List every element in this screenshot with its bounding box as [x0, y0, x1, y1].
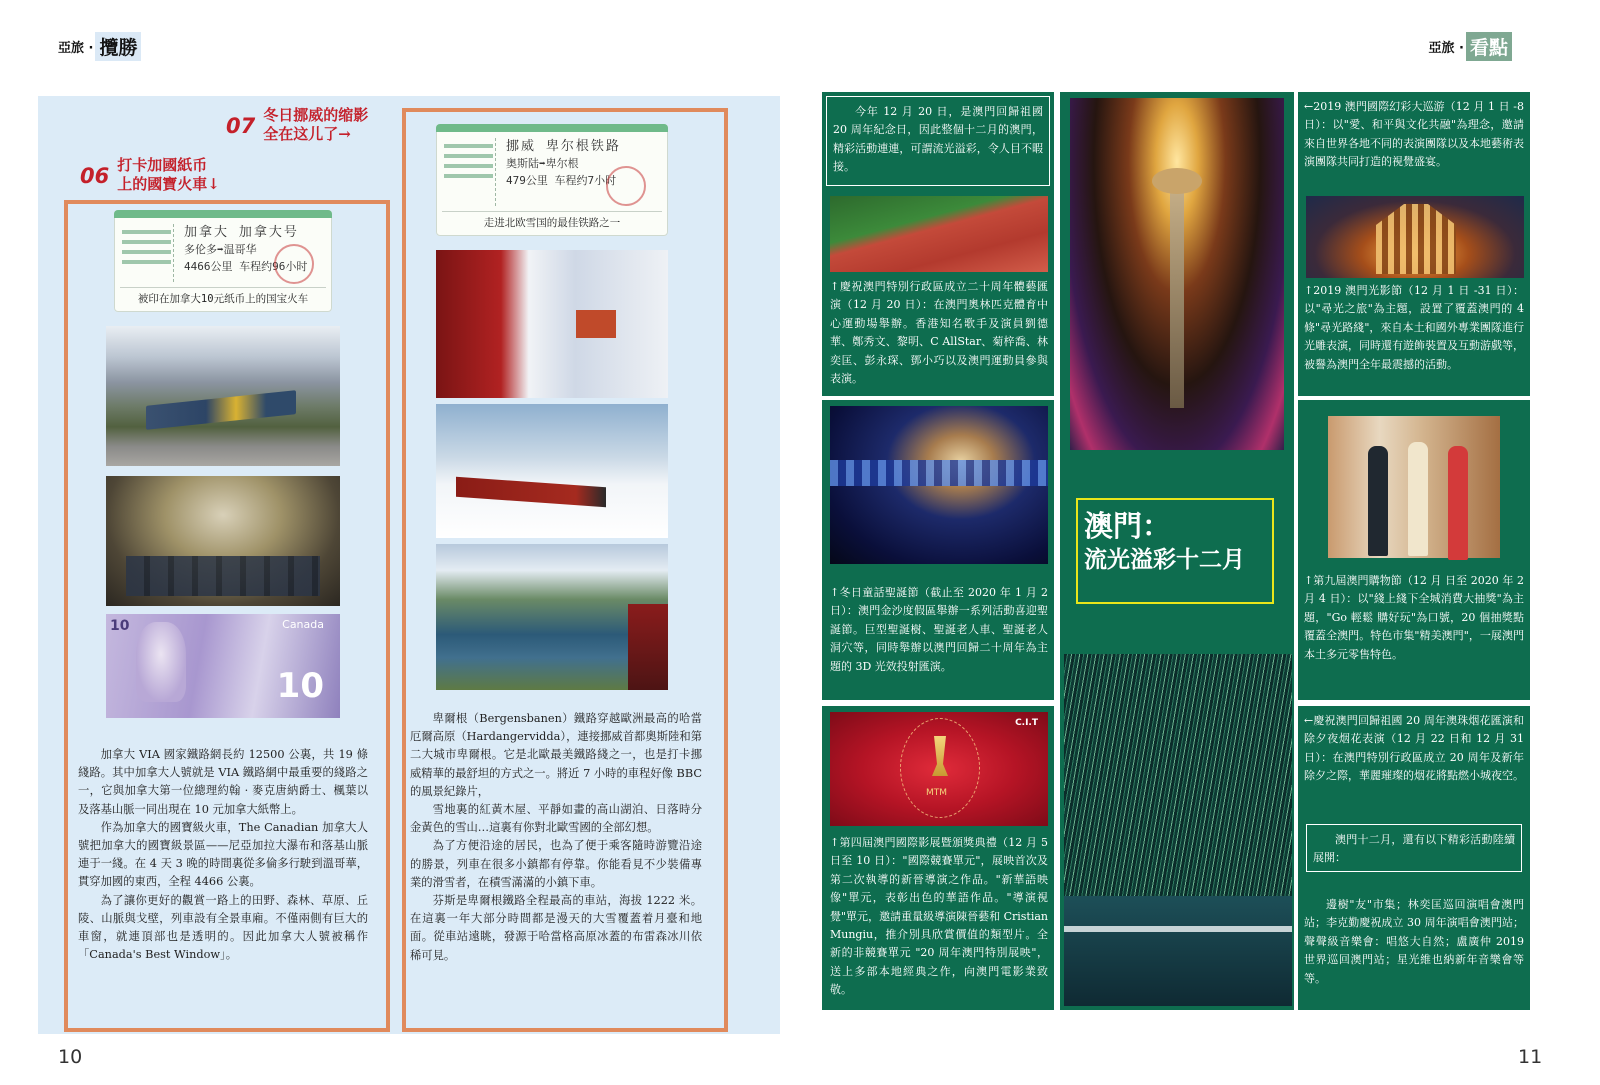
feature-title: 澳門： — [1084, 509, 1172, 543]
banknote-portrait — [136, 622, 186, 702]
ticket-text: 加拿大 加拿大号 多伦多➡温哥华 4466公里 车程约96小时 — [184, 225, 308, 273]
banknote-denomination: 10 — [110, 618, 130, 634]
sponsor-logo: C.I.T — [1015, 718, 1038, 728]
photo-canada-10-banknote — [106, 614, 340, 718]
paragraph: 加拿大 VIA 國家鐵路網長約 12500 公裏，共 19 條綫路。其中加拿大人號就是 VIA 鐵路網中最重要的綫路之一，它與加拿大第一位總理約翰 · 麥克唐納爵士、楓葉以及落基山脈一同出現在 10 元加拿大紙幣上。 — [78, 748, 368, 816]
photo-stadium-track — [830, 196, 1048, 272]
section-07-title — [226, 106, 368, 144]
header-prefix: 亞旅 · — [58, 41, 94, 56]
photo-mountain-lake — [436, 544, 668, 690]
header-prefix: 亞旅 · — [1428, 41, 1464, 56]
page-number-right: 11 — [1518, 1046, 1543, 1068]
stamp-icon — [274, 244, 314, 284]
intro-box: 今年 12 月 20 日，是澳門回歸祖國 20 周年紀念日，因此整個十二月的澳門，精彩活動連連，可謂流光溢彩，令人目不暇接。 — [826, 96, 1050, 186]
photo-ruins-st-paul-lit — [1306, 196, 1524, 278]
section-heading: 冬日挪威的缩影 全在这儿了→ — [263, 106, 369, 143]
section-number: 06 — [80, 164, 110, 188]
right-page-header — [1429, 32, 1512, 61]
paragraph: 為了讓你更好的觀賞一路上的田野、森林、草原、丘陵、山脈與戈壁，列車設有全景車廂。不僅兩側有巨大的車窗，就連頂部也是透明的。因此加拿大人號被稱作「Canada's Best Window」。 — [78, 893, 368, 962]
train-ticket-canada — [114, 210, 332, 312]
page-number-left: 10 — [58, 1046, 83, 1068]
more-events-box: 澳門十二月，還有以下精彩活動陸續展開： — [1306, 824, 1522, 872]
section-number: 07 — [226, 114, 256, 138]
header-section: 攬勝 — [95, 32, 141, 61]
section-07-body — [410, 710, 702, 965]
photo-red-train-station — [436, 250, 668, 398]
header-section: 看點 — [1466, 32, 1512, 61]
photo-macau-tower-fireworks — [1070, 98, 1284, 450]
stamp-icon — [606, 166, 646, 206]
train-ticket-norway — [436, 124, 668, 236]
caption-film-festival: ↑第四屆澳門國際影展暨頒獎典禮（12 月 5 日至 10 日）："國際競賽單元"，展映首次及第二次執導的新晉導演之作品。"新華語映像"單元，表彰出色的華語作品。"導演視覺"單元，邀請重量級導演陳晉藝和 Cristian Mungiu，推介別具欣賞價值的類型片。全新的非競賽單元 "20 周年澳門特別展映"，送上多部本地經典之作，向澳門電影業致敬。 — [830, 836, 1048, 997]
section-06-title — [80, 156, 220, 194]
photo-winter-festival-lights — [830, 406, 1048, 564]
more-events-list: 邊樹"友"市集；林奕匡巡回演唱會澳門站；李克勤慶祝成立 30 周年演唱會澳門站；聲聲級音樂會：唱悠大自然；盧廣仲 2019 世界巡回澳門站；星光維也納新年音樂會等等。 — [1304, 898, 1524, 985]
photo-train-rockies — [106, 326, 340, 466]
paragraph: 芬斯是卑爾根鐵路全程最高的車站，海拔 1222 米。在這裏一年大部分時間都是漫天的大雪覆蓋着月臺和地面。從車站遠眺，發源于哈當格高原冰蓋的布雷森冰川依稀可見。 — [410, 894, 702, 962]
caption-anniversary-gala: ↑慶祝澳門特別行政區成立二十周年體藝匯演（12 月 20 日）：在澳門奧林匹克體育中心運動場舉辦。香港知名歌手及演員劉德華、鄭秀文、黎明、C AllStar、菊梓喬、林奕匡、彭永琛、鄧小巧以及澳門運動員參與表演。 — [830, 280, 1048, 386]
caption-light-parade: ←2019 澳門國際幻彩大巡游（12 月 1 日 -8 日）：以"愛、和平與文化共融"為理念，邀請來自世界各地不同的表演團隊以及本地藝術表演團隊共同打造的視覺盛宴。 — [1304, 100, 1524, 169]
bridge-shape — [1064, 926, 1292, 932]
photo-shopping-festival — [1328, 416, 1500, 558]
photo-dome-car-interior — [106, 476, 340, 606]
banknote-big-number: 10 — [276, 666, 324, 706]
paragraph: 作為加拿大的國寶級火車，The Canadian 加拿大人號把加拿大的國寶級景區——尼亞加拉大瀑布和落基山脈連于一綫。在 4 天 3 晚的時間裏從多倫多行駛到溫哥華，貫穿加國的東西，全程 4466 公裏。 — [78, 820, 368, 889]
caption-light-festival: ↑2019 澳門光影節（12 月 1 日 -31 日）：以"尋光之旅"為主題，設置了覆蓋澳門的 4 條"尋光路綫"，來自本土和國外專業團隊進行光雕表演，同時還有遊飾裝置及互動游戲等，被譽為澳門全年最震撼的活動。 — [1304, 284, 1524, 371]
photo-train-snowfield — [436, 404, 668, 538]
caption-fireworks-show: ←慶祝澳門回歸祖國 20 周年澳珠烟花匯演和除夕夜烟花表演（12 月 22 日和 12 月 31 日）：在澳門特別行政區成立 20 周年及新年除夕之際，華麗璀璨的烟花將點燃小城夜空。 — [1304, 714, 1524, 783]
photo-fireworks-bridge — [1064, 654, 1292, 1006]
left-page-header — [58, 32, 141, 61]
paragraph: 卑爾根（Bergensbanen）鐵路穿越歐洲最高的哈當厄爾高原（Hardangervidda），連接挪威首都奧斯陸和第二大城市卑爾根。它是北歐最美鐵路綫之一，也是打卡挪威精華的最舒坦的方式之一。將近 7 小時的車程好像 BBC 的風景紀錄片， — [410, 712, 702, 798]
photo-film-festival-poster — [830, 712, 1048, 826]
section-heading: 打卡加國紙币 上的國寶火車↓ — [117, 156, 220, 193]
caption-winter-christmas: ↑冬日童話聖誕節（截止至 2020 年 1 月 2 日）：澳門金沙度假區舉辦一系列活動喜迎聖誕節。巨型聖誕樹、聖誕老人車、聖誕老人洞穴等，同時舉辦以澳門回歸二十周年為主題的 3D 光效投射匯演。 — [830, 586, 1048, 673]
caption-shopping-festival: ↑第九屆澳門購物節（12 月 日至 2020 年 2 月 4 日）：以"綫上綫下全城消費大抽獎"為主題，"Go 輕鬆 購好玩"為口號，20 個抽獎點覆蓋全澳門。特色市集"精美澳門"，一展澳門本土多元零售特色。 — [1304, 574, 1524, 661]
ticket-stub — [442, 138, 496, 206]
ticket-caption: 被印在加拿大10元纸币上的国宝火车 — [120, 287, 326, 306]
section-06-body — [78, 746, 368, 964]
ticket-caption: 走进北欧雪国的最佳铁路之一 — [442, 211, 662, 230]
festival-logo-text: MTM — [926, 788, 948, 798]
ticket-stub — [120, 224, 174, 282]
paragraph: 為了方便沿途的居民，也為了便于乘客隨時游覽沿途的勝景，列車在很多小鎮都有停靠。你能看見不少裝備專業的滑雪者，在積雪滿滿的小鎮下車。 — [410, 839, 702, 889]
paragraph: 雪地裏的紅黃木屋、平靜如畫的高山湖泊、日落時分金黃色的雪山…這裏有你對北歐雪國的全部幻想。 — [410, 803, 702, 835]
feature-subtitle: 流光溢彩十二月 — [1084, 546, 1245, 573]
banknote-country: Canada — [282, 618, 324, 631]
ticket-text: 挪威 卑尔根铁路 奥斯陆➡卑尔根 479公里 车程约7小时 — [506, 139, 621, 187]
feature-title-box — [1076, 498, 1274, 604]
